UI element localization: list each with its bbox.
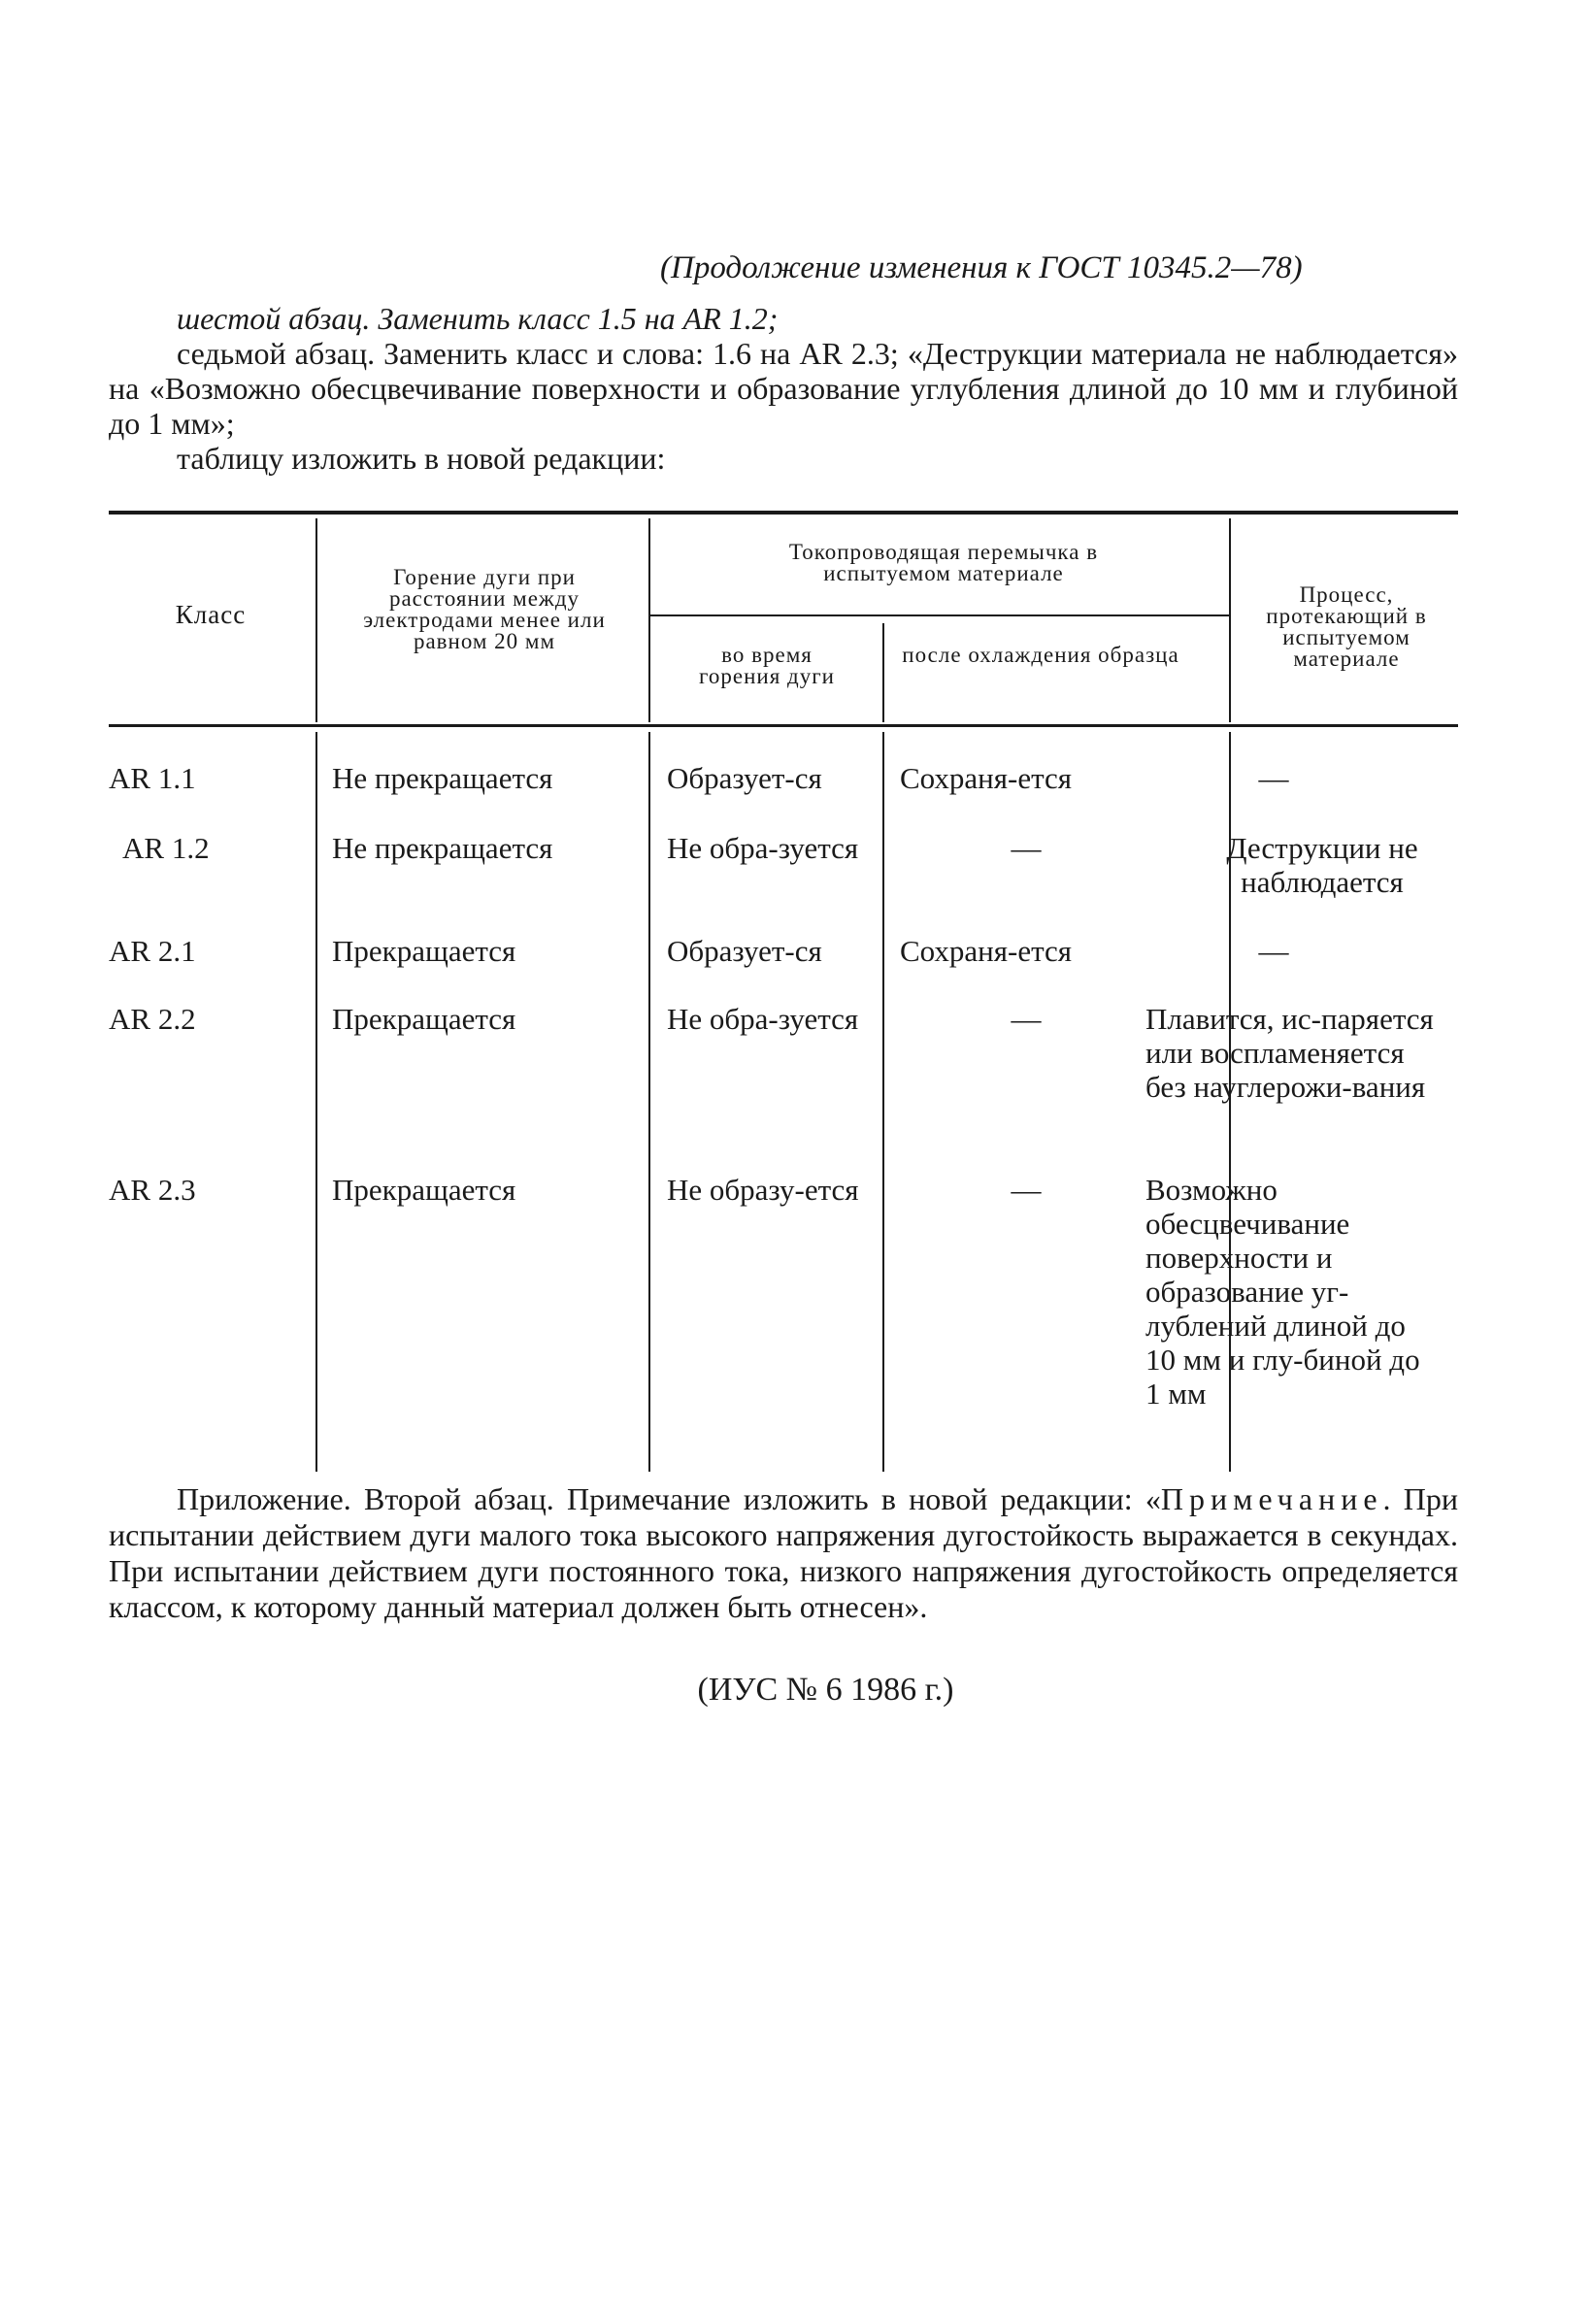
- appendix-lead: Приложение. Второй абзац. Примечание изложить в новой редакции: «: [177, 1481, 1161, 1516]
- classification-table: [109, 507, 1458, 1477]
- header-divider-2: [648, 518, 650, 722]
- row-during: Не образу-ется: [667, 1173, 859, 1207]
- row-after: Сохраня-ется: [900, 761, 1073, 795]
- table-top-rule: [109, 511, 1458, 515]
- row-class: AR 1.1: [109, 761, 196, 795]
- row-process: Плавится, ис-паряется или воспламеняется без науглерожи-вания: [1145, 1002, 1434, 1104]
- intro-paragraph-2: седьмой абзац. Заменить класс и слова: 1.6 на AR 2.3; «Деструкции материала не наблюдается» на «Возможно обесцвечивание поверхности и образование углубления длиной до 10 мм и глубиной до 1 мм»;: [109, 336, 1458, 441]
- header-divider-1: [315, 518, 317, 722]
- header-class: Класс: [175, 600, 247, 629]
- header-divider-3: [1229, 518, 1231, 722]
- row-process: —: [1258, 761, 1289, 795]
- row-after: —: [1011, 1173, 1042, 1207]
- row-during: Не обра-зуется: [667, 831, 859, 865]
- row-class: AR 2.3: [109, 1173, 196, 1207]
- intro-paragraph-3: таблицу изложить в новой редакции:: [177, 441, 666, 476]
- header-during: во время горения дуги: [699, 643, 835, 688]
- intro-paragraph-1: шестой абзац. Заменить класс 1.5 на AR 1.2;: [177, 301, 779, 336]
- table-header-rule: [109, 724, 1458, 727]
- header-process: Процесс, протекающий в испытуемом материале: [1266, 582, 1427, 671]
- header-burning: Горение дуги при расстоянии между электродами менее или равном 20 мм: [363, 565, 606, 653]
- row-burning: Не прекращается: [332, 831, 553, 865]
- row-class: AR 2.2: [109, 1002, 196, 1036]
- row-burning: Прекращается: [332, 1002, 516, 1036]
- body-divider-2: [648, 732, 650, 1472]
- row-burning: Не прекращается: [332, 761, 553, 795]
- row-during: Образует-ся: [667, 761, 822, 795]
- page-header: (Продолжение изменения к ГОСТ 10345.2—78): [660, 250, 1303, 285]
- row-during: Не обра-зуется: [667, 1002, 859, 1036]
- intro-text: [109, 301, 1458, 476]
- row-class: AR 1.2: [122, 831, 210, 865]
- header-bridge: Токопроводящая перемычка в испытуемом материале: [788, 540, 1099, 585]
- row-burning: Прекращается: [332, 1173, 516, 1207]
- header-divider-4: [882, 623, 884, 722]
- row-after: Сохраня-ется: [900, 934, 1073, 968]
- row-process: Возможно обесцвечивание поверхности и образование уг-лублений длиной до 10 мм и глу-биной до 1 мм: [1145, 1173, 1420, 1411]
- header-after: после охлаждения образца: [902, 643, 1179, 667]
- appendix-paragraph: [109, 1481, 1458, 1625]
- body-divider-3: [882, 732, 884, 1472]
- appendix-rest: . При испытании действием дуги малого тока высокого напряжения дугостойкость выражается в секундах. При испытании действием дуги постоянного тока, низкого напряжения дугостойкость определяется классом, к которому данный материал должен быть отнесен».: [109, 1481, 1459, 1624]
- row-after: —: [1011, 831, 1042, 865]
- row-process: —: [1258, 934, 1289, 968]
- row-during: Образует-ся: [667, 934, 822, 968]
- row-class: AR 2.1: [109, 934, 196, 968]
- row-burning: Прекращается: [332, 934, 516, 968]
- row-process: Деструкции не наблюдается: [1226, 831, 1418, 899]
- note-word: Примечание: [1160, 1481, 1383, 1516]
- source-reference: (ИУС № 6 1986 г.): [697, 1672, 954, 1708]
- appendix-text: [109, 1481, 1458, 1625]
- bridge-subheader-rule: [650, 614, 1229, 616]
- row-after: —: [1011, 1002, 1042, 1036]
